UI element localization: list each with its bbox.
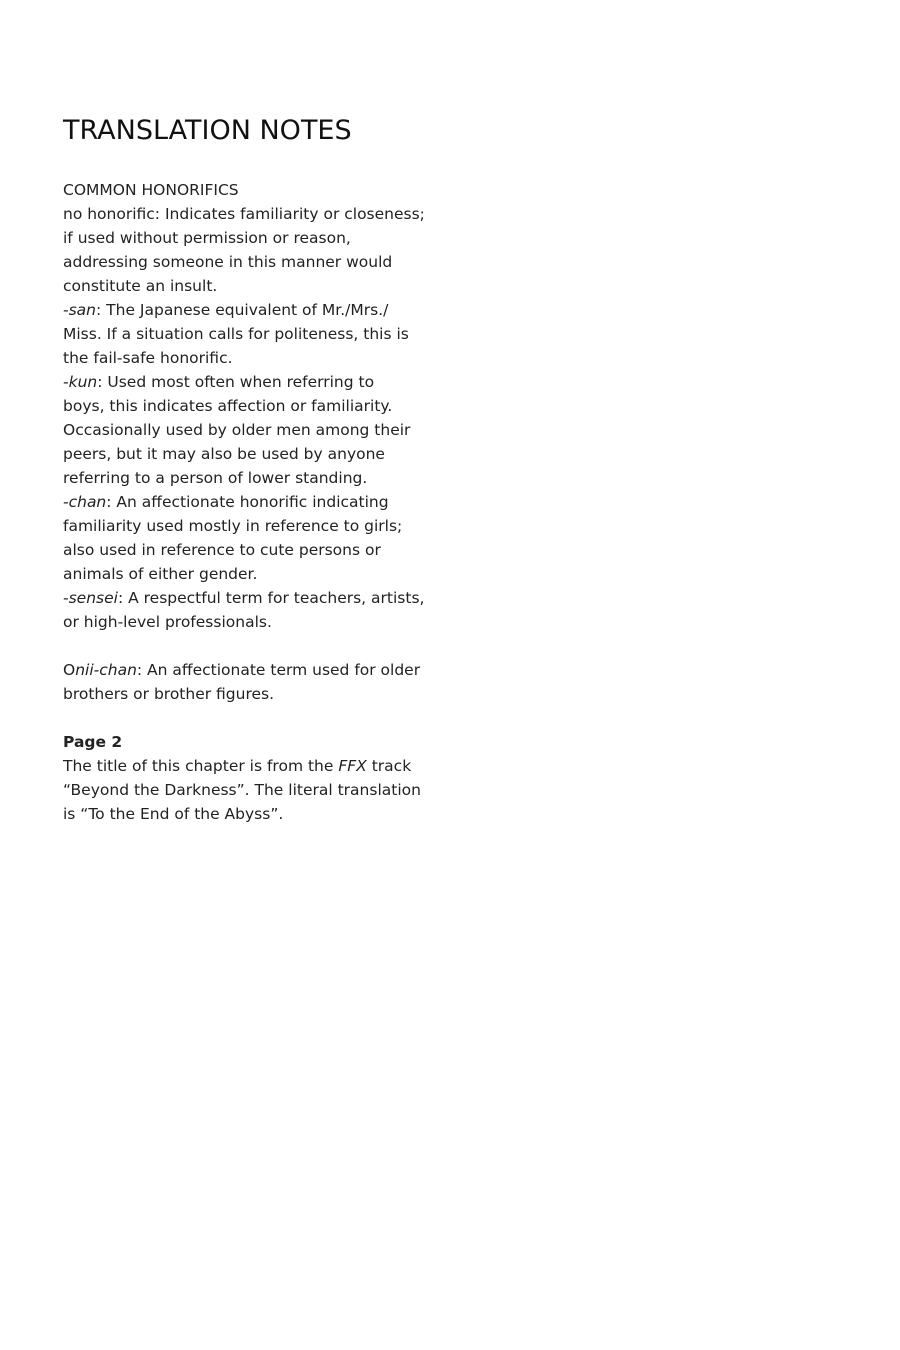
entry-chan-line: also used in reference to cute persons or [63,541,381,559]
term-sensei: -sensei [63,589,118,607]
term-kun: -kun [63,373,98,391]
entry-kun-first-line [63,370,443,394]
notes-body [63,178,443,826]
entry-none-line: no honorific: Indicates familiarity or closeness; [63,205,425,223]
entry-san-text: : The Japanese equivalent of Mr./Mrs./ [96,301,389,319]
entry-sensei-line: or high-level professionals. [63,613,272,631]
entry-onii-first-line [63,658,443,682]
entry-onii-line: brothers or brother figures. [63,685,275,703]
entry-chan-first-line [63,490,443,514]
page-note-text: The title of this chapter is from the [63,757,339,775]
page-note-line: “Beyond the Darkness”. The literal translation [63,781,421,799]
translation-notes-page [63,112,443,826]
entry-kun-line: peers, but it may also be used by anyone [63,445,385,463]
page-note-line: is “To the End of the Abyss”. [63,805,284,823]
entry-sensei-first-line [63,586,443,610]
term-chan: -chan [63,493,107,511]
term-san: -san [63,301,96,319]
entry-none-line: constitute an insult. [63,277,218,295]
page-note-text: track [366,757,412,775]
entry-chan-line: animals of either gender. [63,565,258,583]
entry-none-line: addressing someone in this manner would [63,253,393,271]
entry-kun-line: Occasionally used by older men among their [63,421,411,439]
page-title: TRANSLATION NOTES [63,115,352,146]
entry-san-first-line [63,298,443,322]
entry-san-line: the fail-safe honorific. [63,349,233,367]
entry-chan-line: familiarity used mostly in reference to girls; [63,517,403,535]
entry-kun-text: : Used most often when referring to [97,373,375,391]
entry-onii-text: : An affectionate term used for older [136,661,421,679]
entry-chan-text: : An affectionate honorific indicating [106,493,389,511]
entry-san-line: Miss. If a situation calls for politeness, this is [63,325,409,343]
section-heading: COMMON HONORIFICS [63,181,239,199]
paragraph-gap [63,634,443,658]
entry-sensei-text: : A respectful term for teachers, artists, [117,589,425,607]
term-onii: nii-chan [75,661,137,679]
page-note-italic: FFX [338,757,367,775]
entry-kun-line: referring to a person of lower standing. [63,469,368,487]
entry-none-line: if used without permission or reason, [63,229,351,247]
page-note-line [63,754,443,778]
term-onii-prefix: O [63,661,76,679]
paragraph-gap [63,706,443,730]
page-note-heading: Page 2 [63,733,123,751]
entry-kun-line: boys, this indicates affection or familiarity. [63,397,393,415]
